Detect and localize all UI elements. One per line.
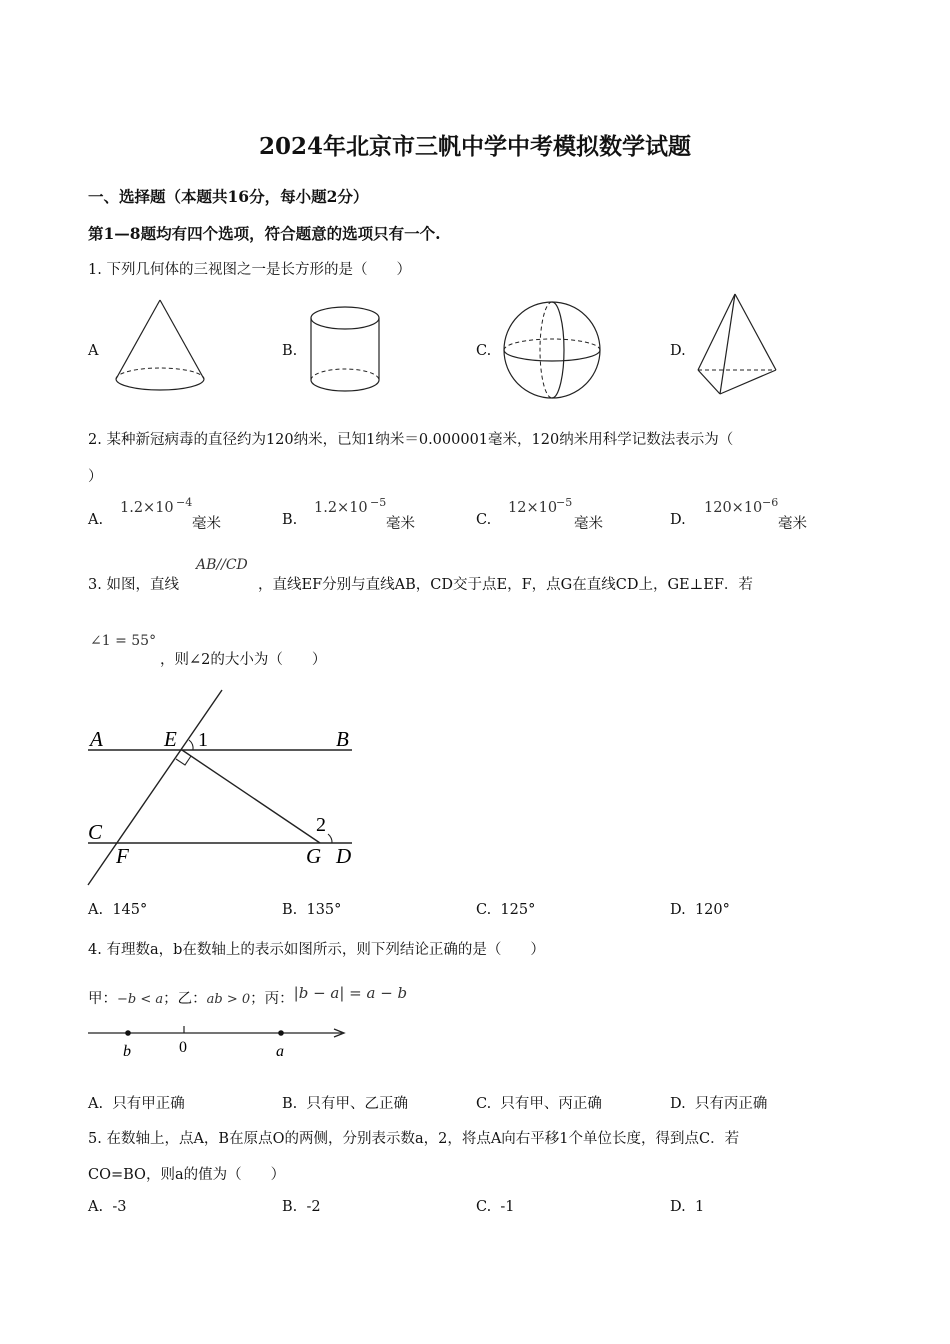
q4-option-d [670,1092,767,1113]
q2-option-d-unit: 毫米 [778,516,807,532]
q5-option-c-text: -1 [500,1199,515,1215]
q5-option-d [670,1199,704,1215]
axis-label-b: b [123,1043,131,1060]
q2-option-a-unit: 毫米 [192,516,221,532]
line-ef [88,690,222,885]
q4-bing-label: ；丙： [250,991,294,1007]
label-b: B [336,727,349,751]
q2-option-d-exp: −6 [762,496,779,509]
q4-option-a-text: 只有甲正确 [112,1096,185,1112]
label-d: D [336,844,352,868]
axis-label-a: a [276,1043,284,1060]
q4-option-c-text: 只有甲、丙正确 [500,1096,602,1112]
q2-option-c-unit: 毫米 [574,516,603,532]
angle-1-arc [189,740,193,750]
q2-option-d-coef: 120×10 [704,500,763,516]
label-e: E [164,727,177,751]
q5-option-a-text: -3 [112,1199,127,1215]
q5-option-d-label: D. [670,1199,686,1215]
q4-number-line [84,1020,354,1062]
label-1: 1 [198,729,208,751]
sphere-figure [500,300,604,404]
q2-option-d-label: D. [670,512,686,528]
q4-yi-label: ；乙： [163,991,207,1007]
q3-option-a-label: A. [88,902,104,918]
q1-label-a: A [88,343,99,359]
label-c: C [88,820,103,844]
q5-option-d-text: 1 [694,1199,705,1215]
q3-option-b [282,902,341,918]
q2-option-a-label: A. [88,512,104,528]
q4-statements [88,984,408,1008]
q1-label-d: D. [670,343,686,359]
section-heading: 一、选择题（本题共16分，每小题2分） [88,187,369,206]
q3-option-c-label: C. [476,902,492,918]
q5-option-a [88,1199,126,1215]
q3-stem-c: ，则∠2的大小为（ ） [160,652,327,668]
cone-figure [110,296,210,396]
q2-stem: 2. 某种新冠病毒的直径约为120纳米，已知1纳米＝0.000001毫米，120纳米用科学记数法表示为（ [88,432,734,448]
segment-eg [182,750,320,843]
q5-option-b-label: B. [282,1199,298,1215]
point-b [125,1030,131,1036]
q4-yi: ab > 0 [206,992,251,1007]
q4-option-a-label: A. [88,1096,104,1112]
q2-option-d [670,496,807,532]
q5-stem: 5. 在数轴上，点A，B在原点O的两侧，分别表示数a，2，将点A向右平移1个单位长度，得到点C．若 [88,1131,740,1147]
q4-option-d-label: D. [670,1096,686,1112]
q3-stem-a: 3. 如图，直线 [88,577,179,593]
q2-option-b-exp: −5 [370,496,387,509]
section-note: 第1—8题均有四个选项，符合题意的选项只有一个. [88,224,441,243]
q5-option-c-label: C. [476,1199,492,1215]
q3-figure [80,686,370,891]
q2-stem-cont: ） [88,469,103,485]
q3-option-b-label: B. [282,902,298,918]
q1-label-b: B. [282,343,298,359]
angle-2-arc [328,834,332,843]
q3-option-c [476,902,535,918]
q2-option-a-coef: 1.2×10 [120,500,174,516]
q3-option-c-text: 125° [500,902,536,918]
q3-option-a-text: 145° [112,902,148,918]
q4-option-c [476,1092,602,1113]
q4-option-b [282,1092,408,1113]
q4-option-c-label: C. [476,1096,492,1112]
label-a: A [90,727,103,751]
q4-option-b-text: 只有甲、乙正确 [306,1096,408,1112]
q1-label-c: C. [476,343,492,359]
q4-bing: |b − a| = a − b [293,984,408,1002]
label-f: F [116,844,129,868]
q2-option-c [476,496,603,532]
q3-option-d-label: D. [670,902,686,918]
q3-parallel: AB//CD [196,557,248,573]
q3-stem-b: ，直线EF分别与直线AB，CD交于点E，F，点G在直线CD上，GE⊥EF．若 [258,577,753,593]
q5-stem-cont: CO=BO，则a的值为（ ） [88,1167,286,1183]
label-g: G [306,844,322,868]
q4-option-d-text: 只有丙正确 [694,1096,768,1112]
q3-option-d-text: 120° [694,902,730,918]
q1-stem: 1. 下列几何体的三视图之一是长方形的是（ ） [88,262,411,278]
q4-jia-label: 甲： [88,991,117,1007]
q2-option-b [282,496,415,532]
axis-label-0: 0 [179,1039,187,1056]
q5-option-b [282,1199,321,1215]
q2-option-b-label: B. [282,512,298,528]
q2-option-b-coef: 1.2×10 [314,500,368,516]
cylinder-figure [305,304,385,396]
q5-option-b-text: -2 [306,1199,321,1215]
q2-option-a-exp: −4 [176,496,193,509]
q3-option-a [88,902,147,918]
page-title: 2024年北京市三帆中学中考模拟数学试题 [258,133,691,160]
q3-angle-given: ∠1 = 55° [90,633,157,649]
q4-option-b-label: B. [282,1096,298,1112]
q2-option-c-coef: 12×10 [508,500,558,516]
q2-option-c-exp: −5 [556,496,573,509]
q2-option-c-label: C. [476,512,492,528]
q3-option-b-text: 135° [306,902,342,918]
point-a [278,1030,284,1036]
q5-option-a-label: A. [88,1199,104,1215]
q2-option-a [88,496,221,532]
q3-option-d [670,902,730,918]
q4-jia: −b < a [117,992,164,1007]
q2-option-b-unit: 毫米 [386,516,415,532]
pyramid-figure [690,290,782,400]
q4-option-a [88,1092,185,1113]
right-angle-mark [176,756,191,765]
q4-stem: 4. 有理数a，b在数轴上的表示如图所示，则下列结论正确的是（ ） [88,942,545,958]
label-2: 2 [316,814,326,836]
q5-option-c [476,1199,515,1215]
